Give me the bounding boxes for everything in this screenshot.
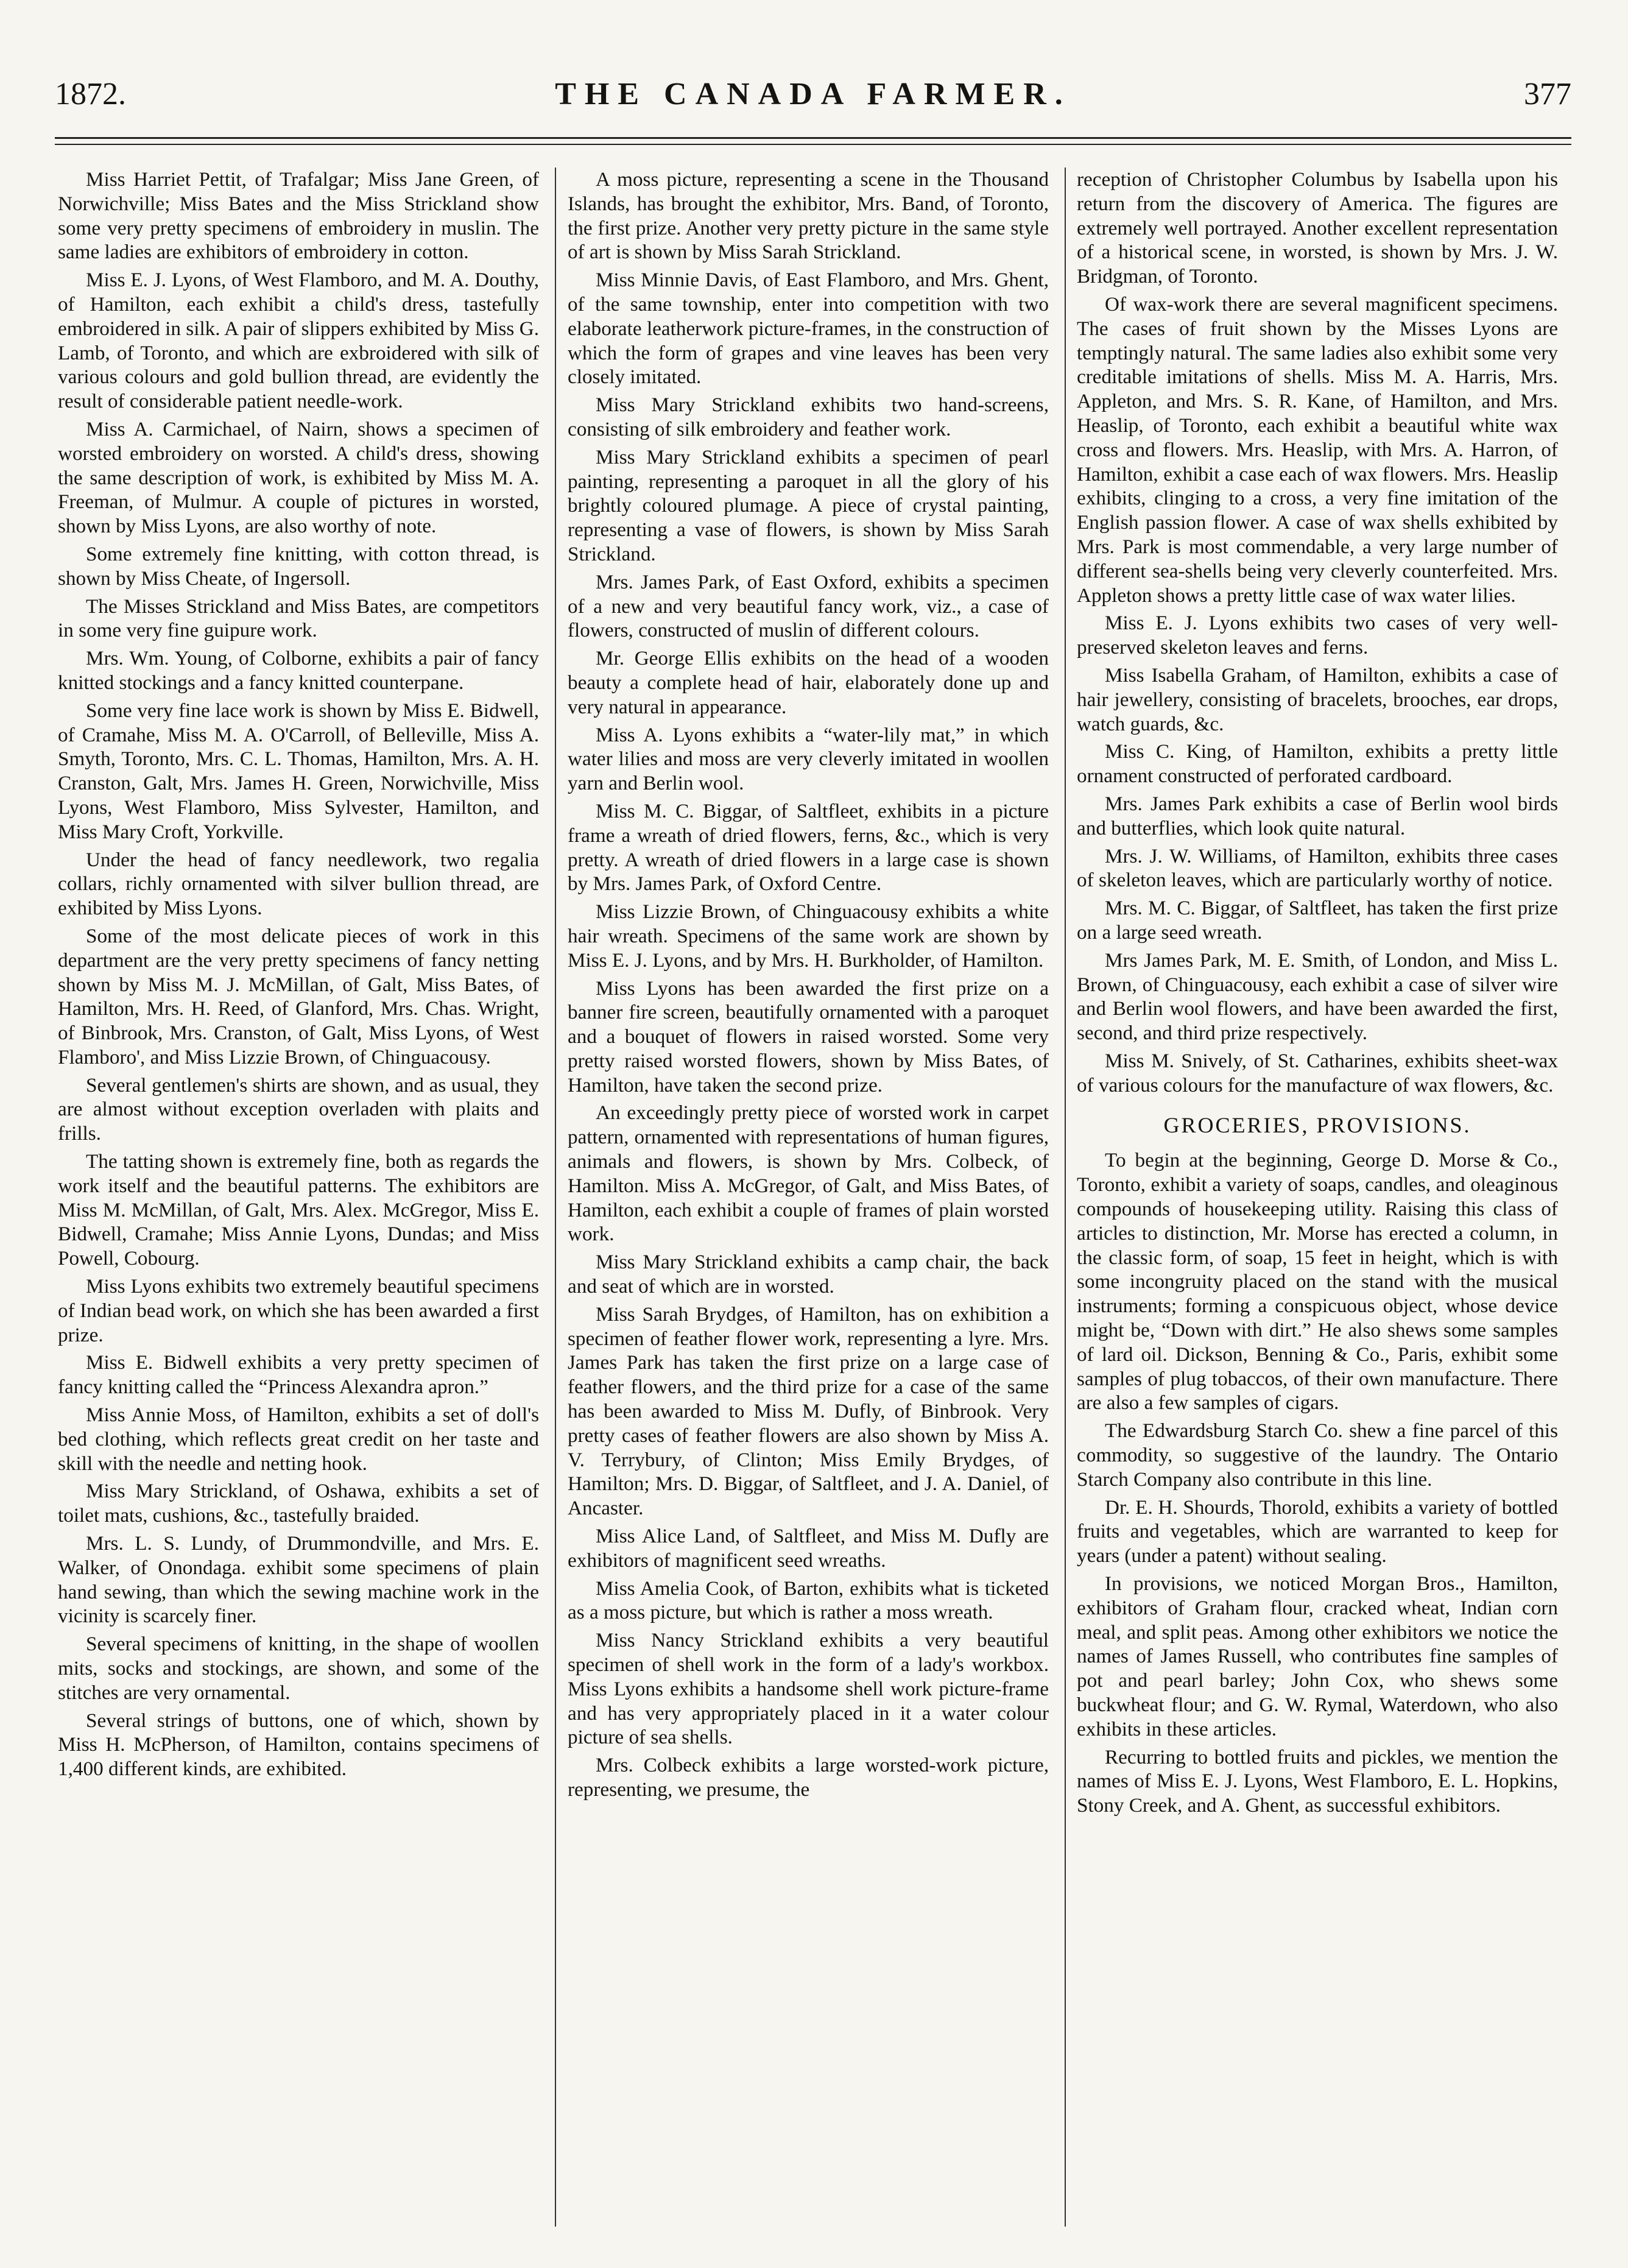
paragraph: The Misses Strickland and Miss Bates, are competitors in some very fine guipure work.: [58, 595, 539, 642]
paragraph: Miss E. J. Lyons exhibits two cases of very well-preserved skeleton leaves and ferns.: [1077, 612, 1558, 659]
paragraph: Miss E. J. Lyons, of West Flamboro, and M. A. Douthy, of Hamilton, each exhibit a child's dress, tastefully embroidered in silk. A pair of slippers exhibited by Miss G. Lamb, of Toronto, and which are exbroidered with silk of various colours and gold bullion thread, are evidently the result of considerable patient needle-work.: [58, 269, 539, 413]
paragraph: Under the head of fancy needlework, two regalia collars, richly ornamented with silver bullion thread, are exhibited by Miss Lyons.: [58, 848, 539, 920]
paragraph: Some very fine lace work is shown by Miss E. Bidwell, of Cramahe, Miss M. A. O'Carroll, of Belleville, Miss A. Smyth, Toronto, Mrs. C. L. Thomas, Hamilton, Mrs. A. H. Cranston, Galt, Mrs. James H. Green, Norwichville, Miss Lyons, West Flamboro, Miss Sylvester, Hamilton, and Miss Mary Croft, Yorkville.: [58, 699, 539, 843]
paragraph: To begin at the beginning, George D. Morse & Co., Toronto, exhibit a variety of soaps, candles, and oleaginous compounds of housekeeping utility. Raising this class of articles to distinction, Mr. Morse has erected a column, in the classic form, of soap, 15 feet in height, which is with some incongruity placed on the stand with the musical instruments; forming a conspicuous object, whose device might be, “Down with dirt.” He also shews some samples of lard oil. Dickson, Benning & Co., Paris, exhibit some samples of plug tobaccos, of their own manufacture. There are also a few samples of cigars.: [1077, 1149, 1558, 1415]
paragraph: Some of the most delicate pieces of work in this department are the very pretty specimens of fancy netting shown by Miss M. J. McMillan, of Galt, Miss Bates, of Hamilton, Mrs. H. Reed, of Glanford, Mrs. Chas. Wright, of Binbrook, Mrs. Cranston, of Galt, Miss Lyons, of West Flamboro', and Miss Lizzie Brown, of Chinguacousy.: [58, 924, 539, 1069]
paragraph: An exceedingly pretty piece of worsted work in carpet pattern, ornamented with representations of human figures, animals and flowers, is shown by Mrs. Colbeck, of Hamilton. Miss A. McGregor, of Galt, and Miss Bates, of Hamilton, each exhibit a couple of frames of plain worsted work.: [568, 1101, 1049, 1246]
paragraph: In provisions, we noticed Morgan Bros., Hamilton, exhibitors of Graham flour, cracked wheat, Indian corn meal, and split peas. Among other exhibitors we notice the names of James Russell, who contributes fine samples of pot and pearl barley; John Cox, who shews some buckwheat flour; and G. W. Rymal, Waterdown, who also exhibits in these articles.: [1077, 1572, 1558, 1740]
column-divider: [555, 168, 556, 2227]
paragraph: Miss Harriet Pettit, of Trafalgar; Miss Jane Green, of Norwichville; Miss Bates and the Miss Strickland show some very pretty specimens of embroidery in muslin. The same ladies are exhibitors of embroidery in cotton.: [58, 168, 539, 264]
paragraph: Miss A. Carmichael, of Nairn, shows a specimen of worsted embroidery on worsted. A child's dress, showing the same description of work, is exhibited by Miss M. A. Freeman, of Mulmur. A couple of pictures in worsted, shown by Miss Lyons, are also worthy of note.: [58, 417, 539, 538]
paragraph: Some extremely fine knitting, with cotton thread, is shown by Miss Cheate, of Ingersoll.: [58, 542, 539, 590]
paragraph: Mrs James Park, M. E. Smith, of London, and Miss L. Brown, of Chinguacousy, each exhibit a case of silver wire and Berlin wool flowers, and have been awarded the first, second, and third prize respectively.: [1077, 949, 1558, 1045]
paragraph: Mrs. L. S. Lundy, of Drummondville, and Mrs. E. Walker, of Onondaga. exhibit some specimens of plain hand sewing, than which the sewing machine work in the vicinity is scarcely finer.: [58, 1532, 539, 1628]
page-number: 377: [1524, 77, 1571, 111]
paragraph: Miss Mary Strickland exhibits two hand-screens, consisting of silk embroidery and feather work.: [568, 394, 1049, 440]
paragraph: Miss Annie Moss, of Hamilton, exhibits a set of doll's bed clothing, which reflects great credit on her taste and skill with the needle and netting hook.: [58, 1404, 539, 1475]
paragraph: Miss Amelia Cook, of Barton, exhibits what is ticketed as a moss picture, but which is rather a moss wreath.: [568, 1577, 1049, 1624]
paragraph: The Edwardsburg Starch Co. shew a fine parcel of this commodity, so suggestive of the laundry. The Ontario Starch Company also contribute in this line.: [1077, 1419, 1558, 1491]
paragraph: Miss Isabella Graham, of Hamilton, exhibits a case of hair jewellery, consisting of bracelets, brooches, ear drops, watch guards, &c.: [1077, 663, 1558, 735]
paragraph: Mrs. Wm. Young, of Colborne, exhibits a pair of fancy knitted stockings and a fancy knitted counterpane.: [58, 647, 539, 694]
paragraph: Several specimens of knitting, in the shape of woollen mits, socks and stockings, are shown, and some of the stitches are very ornamental.: [58, 1633, 539, 1704]
paragraph: Recurring to bottled fruits and pickles, we mention the names of Miss E. J. Lyons, West Flamboro, E. L. Hopkins, Stony Creek, and A. Ghent, as successful exhibitors.: [1077, 1745, 1558, 1817]
paragraph: The tatting shown is extremely fine, both as regards the work itself and the beautiful patterns. The exhibitors are Miss M. McMillan, of Galt, Mrs. Alex. McGregor, Miss E. Bidwell, Cramahe; Miss Annie Lyons, Dundas; and Miss Powell, Cobourg.: [58, 1150, 539, 1270]
column-2: [568, 168, 1049, 2227]
paragraph: Miss Lizzie Brown, of Chinguacousy exhibits a white hair wreath. Specimens of the same work are shown by Miss E. J. Lyons, and by Mrs. H. Burkholder, of Hamilton.: [568, 900, 1049, 972]
page-header: [55, 67, 1571, 122]
paragraph: Mrs. James Park exhibits a case of Berlin wool birds and butterflies, which look quite natural.: [1077, 792, 1558, 839]
paragraph: Miss Mary Strickland, of Oshawa, exhibits a set of toilet mats, cushions, &c., tastefully braided.: [58, 1480, 539, 1527]
paragraph: Miss Lyons has been awarded the first prize on a banner fire screen, beautifully ornamented with a paroquet and a bouquet of flowers in raised worsted. Some very pretty raised worsted flowers, shown by Miss Bates, of Hamilton, have taken the second prize.: [568, 977, 1049, 1097]
paragraph: Miss Sarah Brydges, of Hamilton, has on exhibition a specimen of feather flower work, representing a lyre. Mrs. James Park has taken the first prize on a large case of feather flowers, and the third prize for a case of the same has been awarded to Miss M. Dufly, of Binbrook. Very pretty cases of feather flowers are also shown by Miss A. V. Terrybury, of Clinton; Miss Emily Brydges, of Hamilton; Mrs. D. Biggar, of Saltfleet, and J. A. Daniel, of Ancaster.: [568, 1302, 1049, 1520]
paragraph: Miss E. Bidwell exhibits a very pretty specimen of fancy knitting called the “Princess Alexandra apron.”: [58, 1351, 539, 1399]
header-rule: [55, 137, 1571, 139]
paragraph: Miss Mary Strickland exhibits a camp chair, the back and seat of which are in worsted.: [568, 1251, 1049, 1298]
paragraph: Miss M. C. Biggar, of Saltfleet, exhibits in a picture frame a wreath of dried flowers, ferns, &c., which is very pretty. A wreath of dried flowers in a large case is shown by Mrs. James Park, of Oxford Centre.: [568, 799, 1049, 896]
paragraph: Mrs. J. W. Williams, of Hamilton, exhibits three cases of skeleton leaves, which are particularly worthy of notice.: [1077, 844, 1558, 892]
header-rule-thin: [55, 144, 1571, 145]
paragraph: Miss M. Snively, of St. Catharines, exhibits sheet-wax of various colours for the manufacture of wax flowers, &c.: [1077, 1049, 1558, 1097]
paragraph: Mrs. Colbeck exhibits a large worsted-work picture, representing, we presume, the: [568, 1754, 1049, 1801]
paragraph: A moss picture, representing a scene in the Thousand Islands, has brought the exhibitor, Mrs. Band, of Toronto, the first prize. Another very pretty picture in the same style of art is shown by Miss Sarah Strickland.: [568, 168, 1049, 264]
paragraph: Mr. George Ellis exhibits on the head of a wooden beauty a complete head of hair, elaborately done up and very natural in appearance.: [568, 647, 1049, 718]
paragraph: Miss A. Lyons exhibits a “water-lily mat,” in which water lilies and moss are very cleverly imitated in woollen yarn and Berlin wool.: [568, 723, 1049, 795]
paragraph: Of wax-work there are several magnificent specimens. The cases of fruit shown by the Misses Lyons are temptingly natural. The same ladies also exhibit some very creditable imitations of shells. Miss M. A. Harris, Mrs. Appleton, and Mrs. S. R. Kane, of Hamilton, and Mrs. Heaslip, of Toronto, each exhibit a beautiful white wax cross and flowers. Mrs. Heaslip, with Mrs. A. Harron, of Hamilton, exhibit a case each of wax flowers. Mrs. Heaslip exhibits, clinging to a cross, a very fine imitation of the English passion flower. A case of wax shells exhibited by Mrs. Park is most commendable, a very large number of different sea-shells being very cleverly counterfeited. Mrs. Appleton shows a pretty little case of wax water lilies.: [1077, 292, 1558, 607]
paragraph: Several strings of buttons, one of which, shown by Miss H. McPherson, of Hamilton, contains specimens of 1,400 different kinds, are exhibited.: [58, 1709, 539, 1781]
paragraph: Several gentlemen's shirts are shown, and as usual, they are almost without exception overladen with plaits and frills.: [58, 1073, 539, 1145]
paragraph: Mrs. M. C. Biggar, of Saltfleet, has taken the first prize on a large seed wreath.: [1077, 897, 1558, 944]
section-heading: GROCERIES, PROVISIONS.: [1163, 1113, 1471, 1138]
paragraph: Miss Nancy Strickland exhibits a very beautiful specimen of shell work in the form of a lady's workbox. Miss Lyons exhibits a handsome shell work picture-frame and has very appropriately placed in it a water colour picture of sea shells.: [568, 1629, 1049, 1749]
header-year: 1872.: [55, 77, 126, 111]
paragraph: Mrs. James Park, of East Oxford, exhibits a specimen of a new and very beautiful fancy work, viz., a case of flowers, constructed of muslin of different colours.: [568, 570, 1049, 642]
paragraph-continued: reception of Christopher Columbus by Isabella upon his return from the discovery of America. The figures are extremely well portrayed. Another excellent representation of a historical scene, in worsted, is shown by Mrs. J. W. Bridgman, of Toronto.: [1077, 168, 1558, 288]
paragraph: Dr. E. H. Shourds, Thorold, exhibits a variety of bottled fruits and vegetables, which are warranted to keep for years (under a patent) without sealing.: [1077, 1496, 1558, 1567]
paragraph: Miss Minnie Davis, of East Flamboro, and Mrs. Ghent, of the same township, enter into competition with two elaborate leatherwork picture-frames, in the construction of which the form of grapes and vine leaves has been very closely imitated.: [568, 269, 1049, 389]
paragraph: Miss Mary Strickland exhibits a specimen of pearl painting, representing a paroquet in all the glory of his brightly coloured plumage. A piece of crystal painting, representing a vase of flowers, is shown by Miss Sarah Strickland.: [568, 445, 1049, 565]
paragraph: Miss C. King, of Hamilton, exhibits a pretty little ornament constructed of perforated cardboard.: [1077, 740, 1558, 788]
column-1: [58, 168, 539, 2227]
paragraph: Miss Alice Land, of Saltfleet, and Miss M. Dufly are exhibitors of magnificent seed wreaths.: [568, 1525, 1049, 1572]
paragraph: Miss Lyons exhibits two extremely beautiful specimens of Indian bead work, on which she has been awarded a first prize.: [58, 1275, 539, 1346]
column-3: [1077, 168, 1558, 2227]
column-divider: [1065, 168, 1066, 2227]
masthead-title: THE CANADA FARMER.: [555, 77, 1071, 111]
